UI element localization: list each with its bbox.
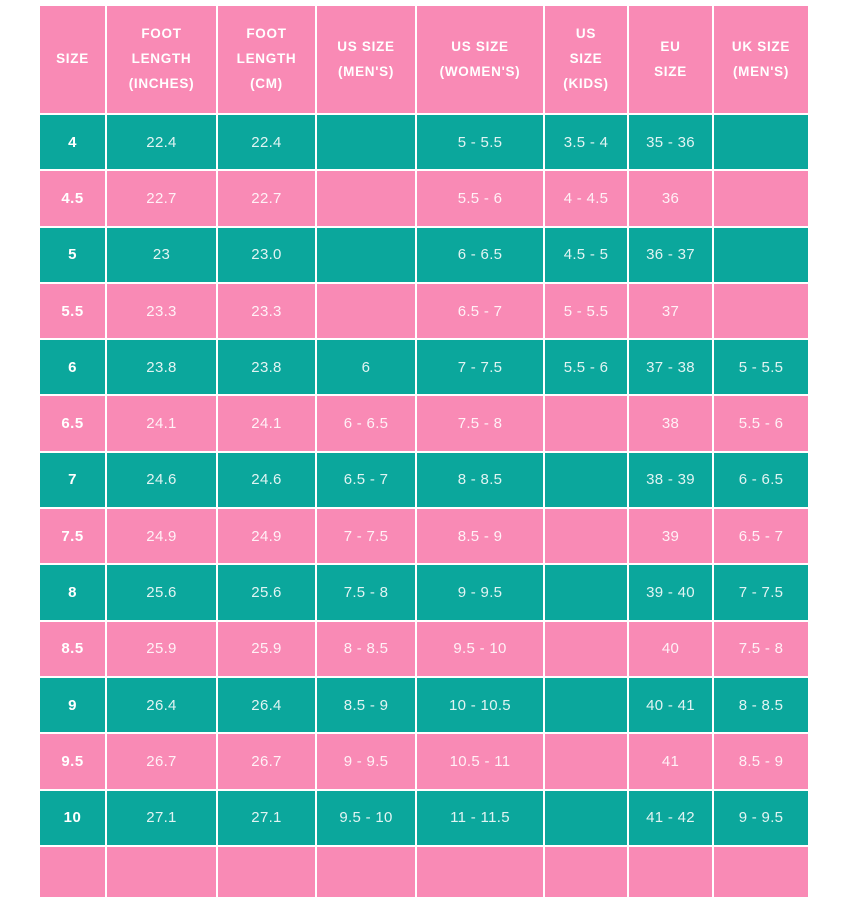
clipped-partial-row-cell — [417, 847, 543, 897]
data-cell-foot-length-cm: 23.3 — [218, 284, 315, 338]
data-cell-us-size-kids — [545, 791, 627, 845]
header-cell-size: SIZE — [40, 6, 105, 113]
data-cell-us-size-mens — [317, 171, 415, 225]
data-cell-us-size-womens: 7.5 - 8 — [417, 396, 543, 450]
data-cell-uk-size-mens: 5 - 5.5 — [714, 340, 808, 394]
data-cell-uk-size-mens: 8.5 - 9 — [714, 734, 808, 788]
data-cell-us-size-mens — [317, 115, 415, 169]
data-cell-us-size-mens: 8.5 - 9 — [317, 678, 415, 732]
data-cell-us-size-kids: 4.5 - 5 — [545, 228, 627, 282]
data-cell-foot-length-cm: 24.6 — [218, 453, 315, 507]
data-cell-foot-length-inches: 24.1 — [107, 396, 216, 450]
data-cell-us-size-womens: 10 - 10.5 — [417, 678, 543, 732]
data-cell-foot-length-inches: 26.7 — [107, 734, 216, 788]
row-label-cell-size: 5 — [40, 228, 105, 282]
data-cell-us-size-kids — [545, 396, 627, 450]
data-cell-us-size-womens: 11 - 11.5 — [417, 791, 543, 845]
data-cell-eu-size: 40 - 41 — [629, 678, 712, 732]
data-cell-foot-length-inches: 22.4 — [107, 115, 216, 169]
row-label-cell-size: 6.5 — [40, 396, 105, 450]
data-cell-uk-size-mens: 8 - 8.5 — [714, 678, 808, 732]
data-cell-eu-size: 39 - 40 — [629, 565, 712, 619]
data-cell-foot-length-cm: 26.4 — [218, 678, 315, 732]
row-label-cell-size: 5.5 — [40, 284, 105, 338]
data-cell-uk-size-mens — [714, 171, 808, 225]
data-cell-uk-size-mens: 6 - 6.5 — [714, 453, 808, 507]
data-cell-us-size-kids — [545, 734, 627, 788]
data-cell-us-size-womens: 9 - 9.5 — [417, 565, 543, 619]
data-cell-us-size-mens — [317, 228, 415, 282]
row-label-cell-size: 9 — [40, 678, 105, 732]
data-cell-foot-length-inches: 24.6 — [107, 453, 216, 507]
header-cell-us-size-mens: US SIZE (MEN'S) — [317, 6, 415, 113]
data-cell-us-size-kids — [545, 678, 627, 732]
data-cell-foot-length-inches: 27.1 — [107, 791, 216, 845]
header-cell-uk-size-mens: UK SIZE (MEN'S) — [714, 6, 808, 113]
data-cell-foot-length-inches: 25.6 — [107, 565, 216, 619]
data-cell-foot-length-inches: 23.8 — [107, 340, 216, 394]
row-label-cell-size: 7.5 — [40, 509, 105, 563]
data-cell-us-size-mens: 6.5 - 7 — [317, 453, 415, 507]
data-cell-foot-length-inches: 26.4 — [107, 678, 216, 732]
data-cell-uk-size-mens: 9 - 9.5 — [714, 791, 808, 845]
header-cell-foot-length-cm: FOOT LENGTH (CM) — [218, 6, 315, 113]
data-cell-foot-length-cm: 22.7 — [218, 171, 315, 225]
data-cell-us-size-kids: 5 - 5.5 — [545, 284, 627, 338]
data-cell-uk-size-mens: 7 - 7.5 — [714, 565, 808, 619]
data-cell-us-size-kids: 4 - 4.5 — [545, 171, 627, 225]
clipped-partial-row-cell — [40, 847, 105, 897]
data-cell-us-size-womens: 6 - 6.5 — [417, 228, 543, 282]
data-cell-eu-size: 39 — [629, 509, 712, 563]
data-cell-uk-size-mens: 5.5 - 6 — [714, 396, 808, 450]
header-cell-foot-length-inches: FOOT LENGTH (INCHES) — [107, 6, 216, 113]
clipped-partial-row-cell — [317, 847, 415, 897]
data-cell-eu-size: 37 - 38 — [629, 340, 712, 394]
data-cell-eu-size: 36 — [629, 171, 712, 225]
row-label-cell-size: 8.5 — [40, 622, 105, 676]
data-cell-us-size-mens — [317, 284, 415, 338]
data-cell-eu-size: 38 - 39 — [629, 453, 712, 507]
data-cell-eu-size: 41 - 42 — [629, 791, 712, 845]
data-cell-us-size-kids — [545, 453, 627, 507]
header-cell-eu-size: EU SIZE — [629, 6, 712, 113]
data-cell-us-size-kids — [545, 509, 627, 563]
data-cell-us-size-mens: 9 - 9.5 — [317, 734, 415, 788]
data-cell-us-size-womens: 7 - 7.5 — [417, 340, 543, 394]
data-cell-us-size-mens: 6 - 6.5 — [317, 396, 415, 450]
data-cell-us-size-mens: 7.5 - 8 — [317, 565, 415, 619]
data-cell-eu-size: 37 — [629, 284, 712, 338]
row-label-cell-size: 4.5 — [40, 171, 105, 225]
data-cell-us-size-mens: 8 - 8.5 — [317, 622, 415, 676]
data-cell-us-size-kids — [545, 622, 627, 676]
data-cell-uk-size-mens: 6.5 - 7 — [714, 509, 808, 563]
shoe-size-conversion-table — [40, 6, 808, 897]
clipped-partial-row-cell — [107, 847, 216, 897]
data-cell-us-size-kids: 3.5 - 4 — [545, 115, 627, 169]
data-cell-us-size-womens: 5.5 - 6 — [417, 171, 543, 225]
clipped-partial-row-cell — [545, 847, 627, 897]
data-cell-foot-length-inches: 22.7 — [107, 171, 216, 225]
data-cell-us-size-womens: 5 - 5.5 — [417, 115, 543, 169]
data-cell-foot-length-cm: 26.7 — [218, 734, 315, 788]
data-cell-foot-length-cm: 25.6 — [218, 565, 315, 619]
header-cell-us-size-womens: US SIZE (WOMEN'S) — [417, 6, 543, 113]
data-cell-foot-length-cm: 22.4 — [218, 115, 315, 169]
data-cell-foot-length-inches: 24.9 — [107, 509, 216, 563]
data-cell-eu-size: 40 — [629, 622, 712, 676]
data-cell-eu-size: 35 - 36 — [629, 115, 712, 169]
data-cell-us-size-womens: 8 - 8.5 — [417, 453, 543, 507]
clipped-partial-row-cell — [218, 847, 315, 897]
data-cell-foot-length-cm: 24.1 — [218, 396, 315, 450]
clipped-partial-row-cell — [714, 847, 808, 897]
data-cell-us-size-womens: 8.5 - 9 — [417, 509, 543, 563]
data-cell-us-size-womens: 6.5 - 7 — [417, 284, 543, 338]
data-cell-us-size-womens: 9.5 - 10 — [417, 622, 543, 676]
data-cell-uk-size-mens — [714, 284, 808, 338]
row-label-cell-size: 4 — [40, 115, 105, 169]
data-cell-uk-size-mens — [714, 115, 808, 169]
data-cell-eu-size: 41 — [629, 734, 712, 788]
data-cell-foot-length-inches: 25.9 — [107, 622, 216, 676]
data-cell-us-size-mens: 9.5 - 10 — [317, 791, 415, 845]
data-cell-foot-length-cm: 23.0 — [218, 228, 315, 282]
data-cell-us-size-mens: 6 — [317, 340, 415, 394]
row-label-cell-size: 8 — [40, 565, 105, 619]
row-label-cell-size: 10 — [40, 791, 105, 845]
row-label-cell-size: 9.5 — [40, 734, 105, 788]
data-cell-us-size-kids — [545, 565, 627, 619]
row-label-cell-size: 7 — [40, 453, 105, 507]
data-cell-foot-length-cm: 23.8 — [218, 340, 315, 394]
data-cell-us-size-mens: 7 - 7.5 — [317, 509, 415, 563]
data-cell-foot-length-cm: 24.9 — [218, 509, 315, 563]
data-cell-foot-length-inches: 23 — [107, 228, 216, 282]
header-cell-us-size-kids: US SIZE (KIDS) — [545, 6, 627, 113]
data-cell-uk-size-mens: 7.5 - 8 — [714, 622, 808, 676]
clipped-partial-row-cell — [629, 847, 712, 897]
data-cell-eu-size: 38 — [629, 396, 712, 450]
data-cell-foot-length-inches: 23.3 — [107, 284, 216, 338]
row-label-cell-size: 6 — [40, 340, 105, 394]
data-cell-foot-length-cm: 27.1 — [218, 791, 315, 845]
data-cell-foot-length-cm: 25.9 — [218, 622, 315, 676]
data-cell-eu-size: 36 - 37 — [629, 228, 712, 282]
data-cell-us-size-womens: 10.5 - 11 — [417, 734, 543, 788]
data-cell-us-size-kids: 5.5 - 6 — [545, 340, 627, 394]
data-cell-uk-size-mens — [714, 228, 808, 282]
